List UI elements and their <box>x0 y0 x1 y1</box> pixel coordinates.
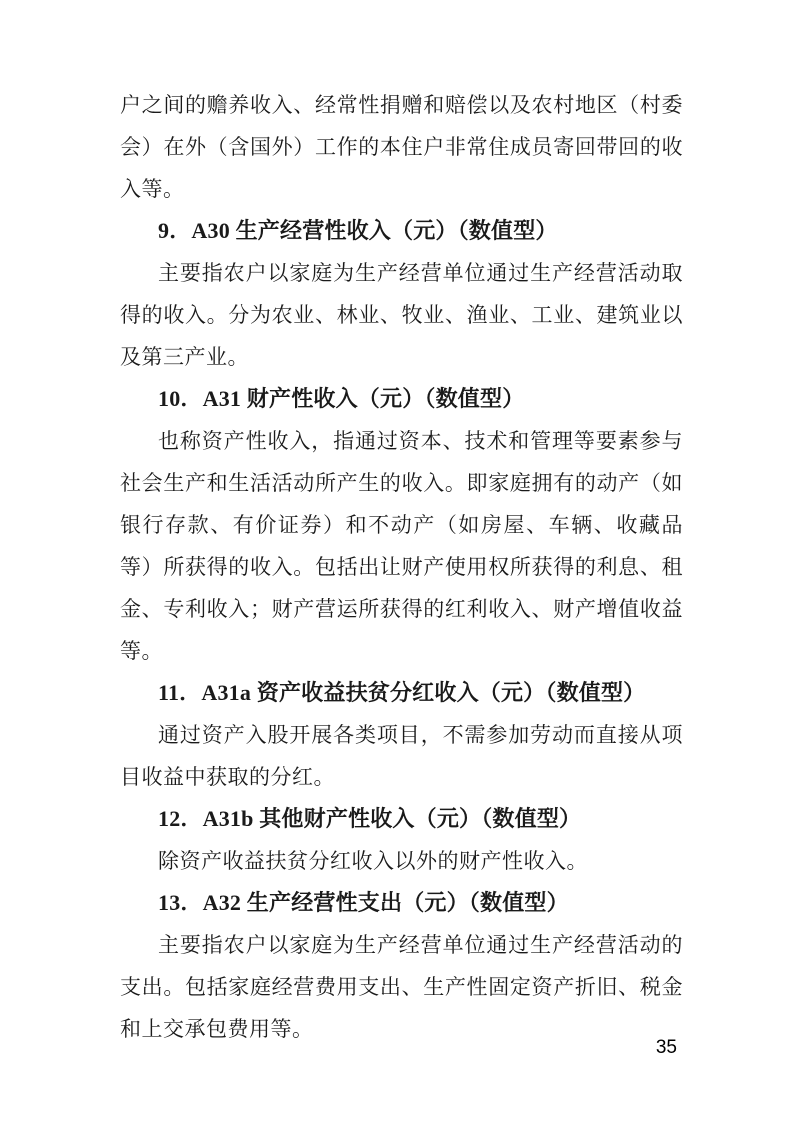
paragraph-transfer-income-continuation: 户之间的赡养收入、经常性捐赠和赔偿以及农村地区（村委会）在外（含国外）工作的本住户非常住成员寄回带回的收入等。 <box>120 93 683 201</box>
paragraph-a31a-definition: 通过资产入股开展各类项目，不需参加劳动而直接从项目收益中获取的分红。 <box>120 723 683 789</box>
page-text-content <box>120 84 683 1050</box>
paragraph-a32-definition: 主要指农户以家庭为生产经营单位通过生产经营活动的支出。包括家庭经营费用支出、生产性固定资产折旧、税金和上交承包费用等。 <box>120 933 683 1041</box>
heading-field-a30-production-income: 9．A30 生产经营性收入（元）（数值型） <box>158 218 558 243</box>
heading-field-a31b-other-property-income: 12．A31b 其他财产性收入（元）（数值型） <box>158 806 582 831</box>
heading-field-a31a-asset-dividend-income: 11．A31a 资产收益扶贫分红收入（元）（数值型） <box>158 680 646 705</box>
page-number: 35 <box>655 1037 677 1058</box>
paragraph-a31-definition: 也称资产性收入，指通过资本、技术和管理等要素参与社会生产和生活活动所产生的收入。即家庭拥有的动产（如银行存款、有价证券）和不动产（如房屋、车辆、收藏品等）所获得的收入。包括出让财产使用权所获得的利息、租金、专利收入；财产营运所获得的红利收入、财产增值收益等。 <box>120 429 683 663</box>
paragraph-a31b-definition: 除资产收益扶贫分红收入以外的财产性收入。 <box>158 849 588 873</box>
heading-field-a32-production-expenditure: 13．A32 生产经营性支出（元）（数值型） <box>158 890 569 915</box>
heading-field-a31-property-income: 10．A31 财产性收入（元）（数值型） <box>158 386 525 411</box>
paragraph-a30-definition: 主要指农户以家庭为生产经营单位通过生产经营活动取得的收入。分为农业、林业、牧业、渔业、工业、建筑业以及第三产业。 <box>120 261 683 369</box>
